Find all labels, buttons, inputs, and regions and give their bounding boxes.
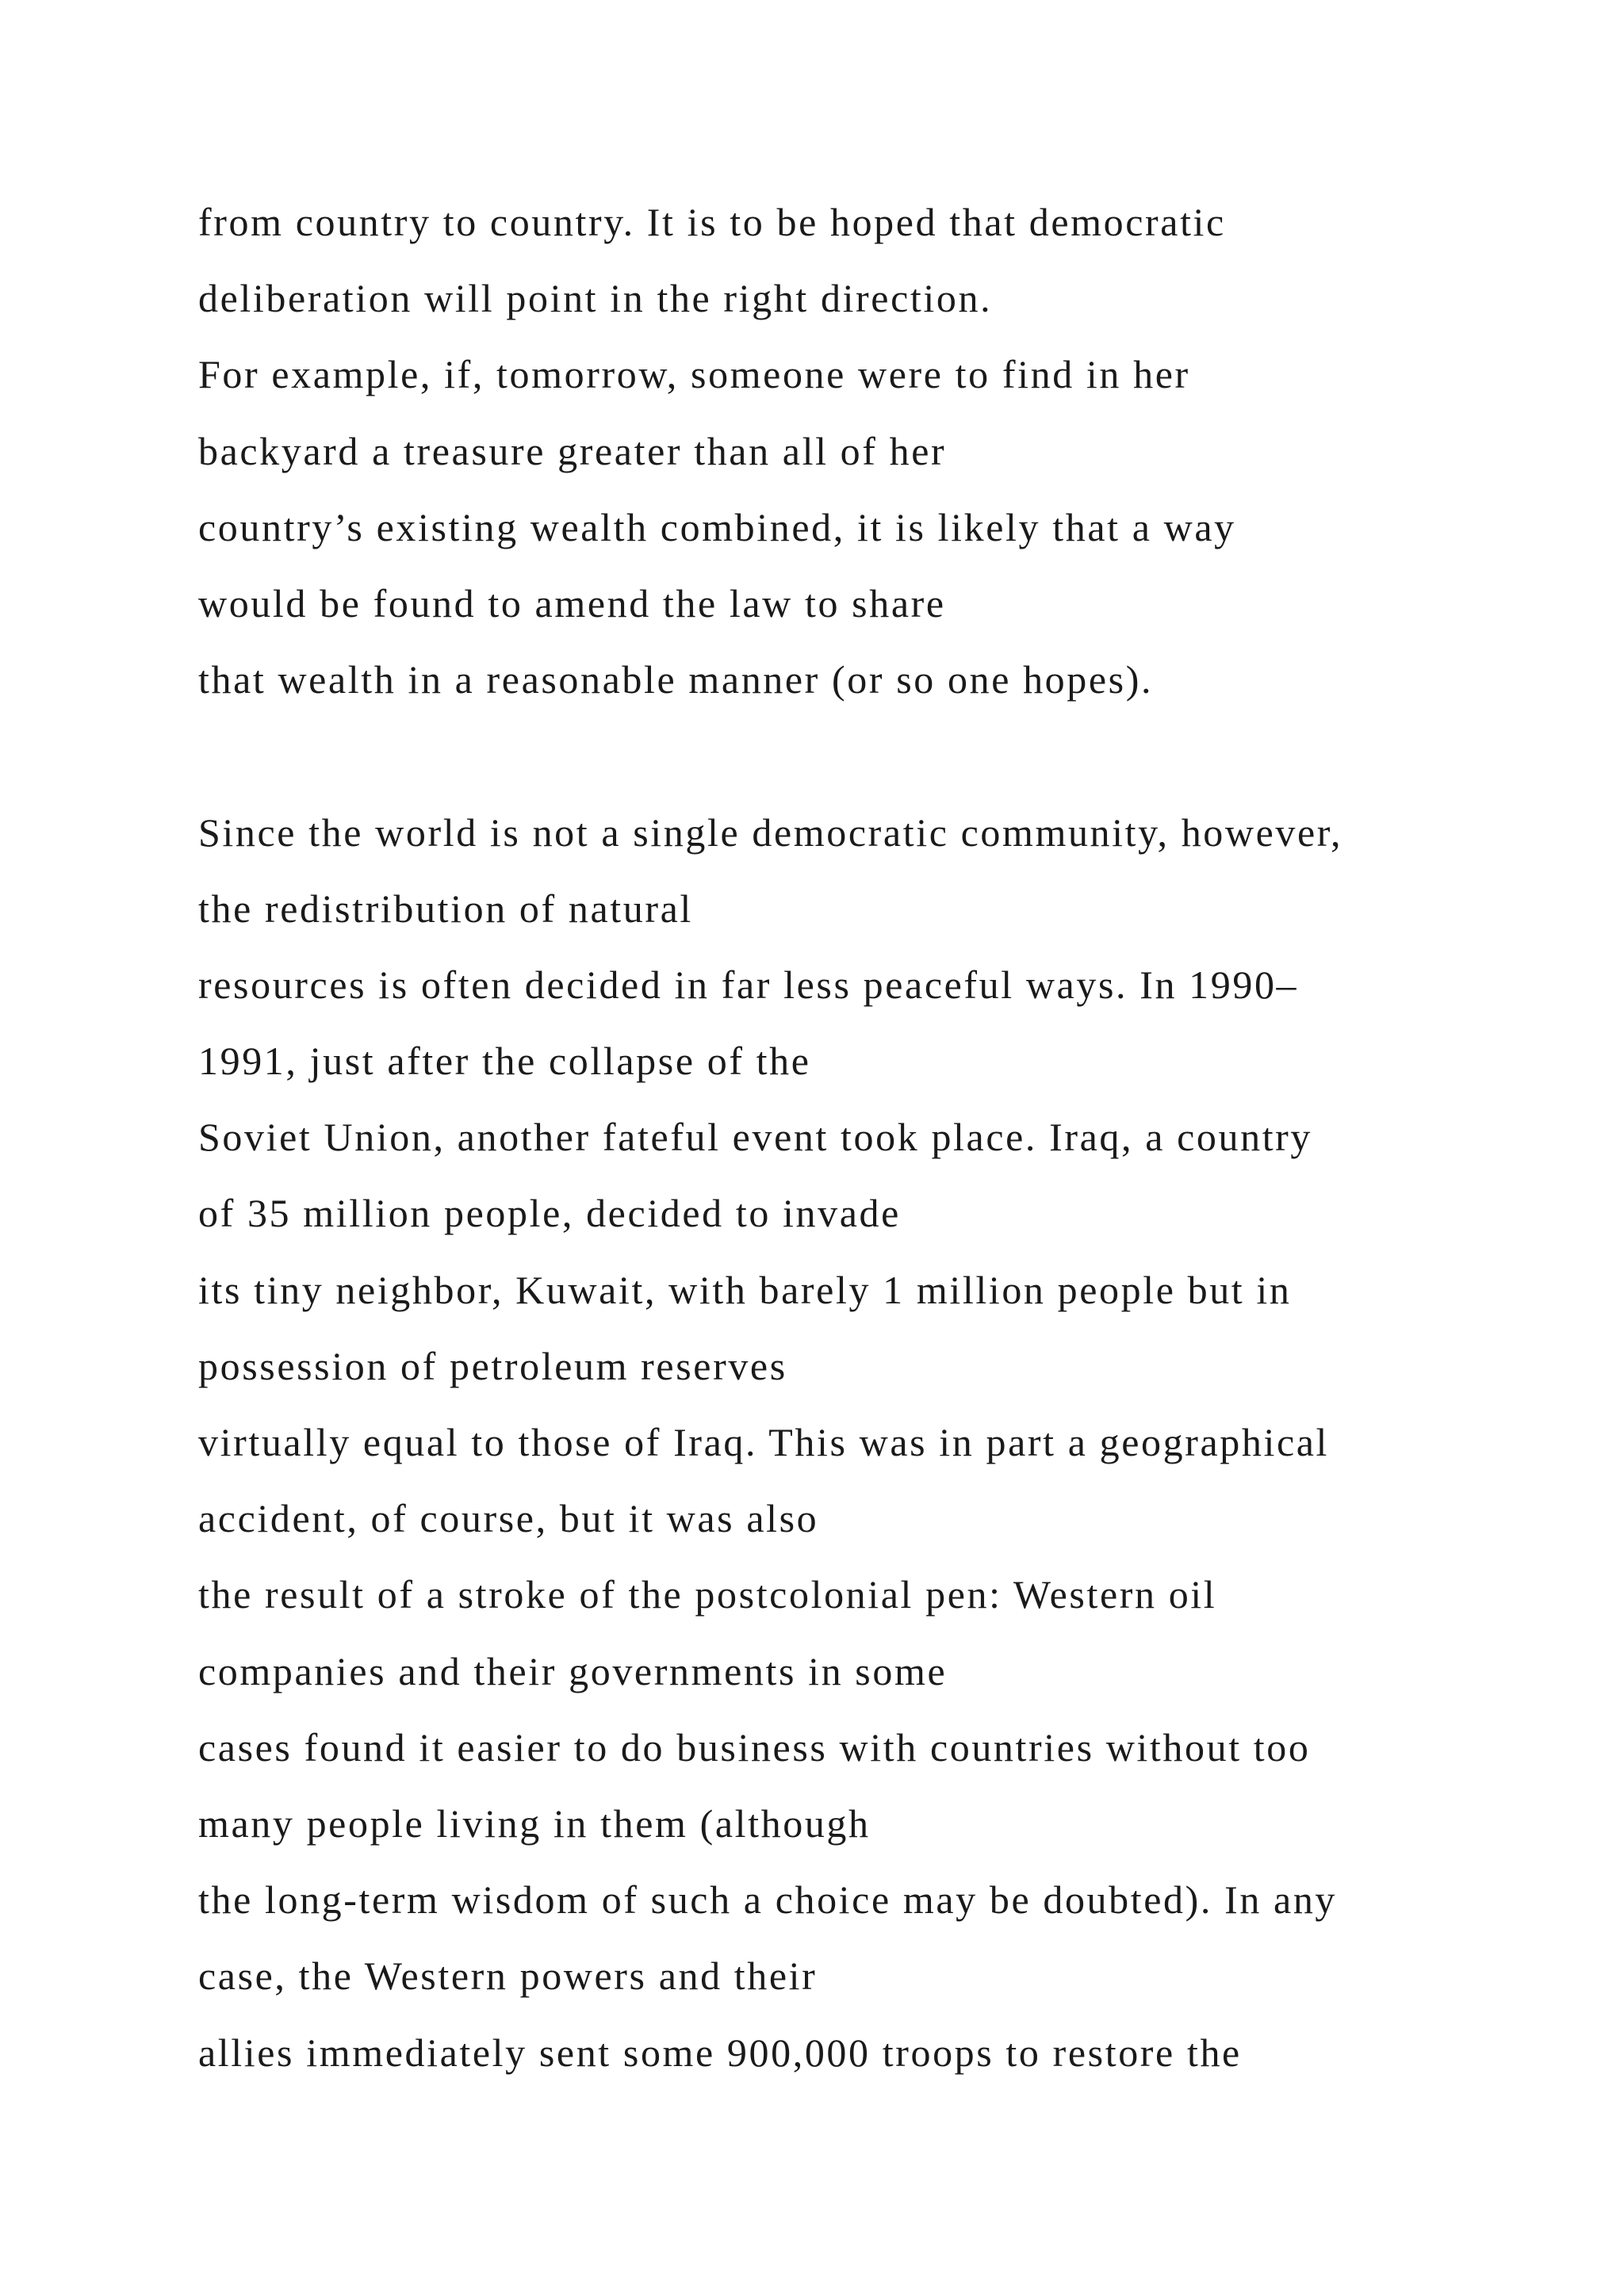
text-line: virtually equal to those of Iraq. This was in part a geographical — [198, 1420, 1330, 1464]
text-line: its tiny neighbor, Kuwait, with barely 1 million people but in — [198, 1267, 1292, 1312]
text-line: that wealth in a reasonable manner (or so one hopes). — [198, 657, 1154, 702]
text-line: would be found to amend the law to share — [198, 580, 946, 626]
paragraph-2 — [198, 807, 1546, 2103]
text-line: Since the world is not a single democratic community, however, — [198, 809, 1343, 855]
text-line: the redistribution of natural — [198, 886, 693, 931]
text-line: deliberation will point in the right direction. — [198, 276, 993, 321]
text-line: companies and their governments in some — [198, 1648, 948, 1693]
text-line: cases found it easier to do business with countries without too — [198, 1724, 1311, 1770]
body-text — [198, 197, 1546, 2103]
text-line: case, the Western powers and their — [198, 1954, 818, 1999]
text-line: possession of petroleum reserves — [198, 1343, 787, 1388]
text-line: country’s existing wealth combined, it is likely that a way — [198, 504, 1236, 549]
text-line: the result of a stroke of the postcolonial pen: Western oil — [198, 1572, 1217, 1617]
text-line: from country to country. It is to be hoped that democratic — [198, 200, 1226, 244]
text-line: For example, if, tomorrow, someone were to find in her — [198, 352, 1190, 397]
paragraph-1 — [198, 197, 1546, 730]
paragraph-break — [198, 730, 1546, 806]
text-line: allies immediately sent some 900,000 troops to restore the — [198, 2030, 1242, 2075]
text-line: resources is often decided in far less peaceful ways. In 1990– — [198, 962, 1299, 1007]
text-line: 1991, just after the collapse of the — [198, 1039, 811, 1084]
text-line: Soviet Union, another fateful event took place. Iraq, a country — [198, 1115, 1313, 1160]
text-line: of 35 million people, decided to invade — [198, 1191, 901, 1236]
text-line: the long-term wisdom of such a choice may be doubted). In any — [198, 1877, 1338, 1923]
text-line: accident, of course, but it was also — [198, 1496, 819, 1541]
text-line: many people living in them (although — [198, 1800, 871, 1846]
text-line: backyard a treasure greater than all of her — [198, 428, 947, 473]
